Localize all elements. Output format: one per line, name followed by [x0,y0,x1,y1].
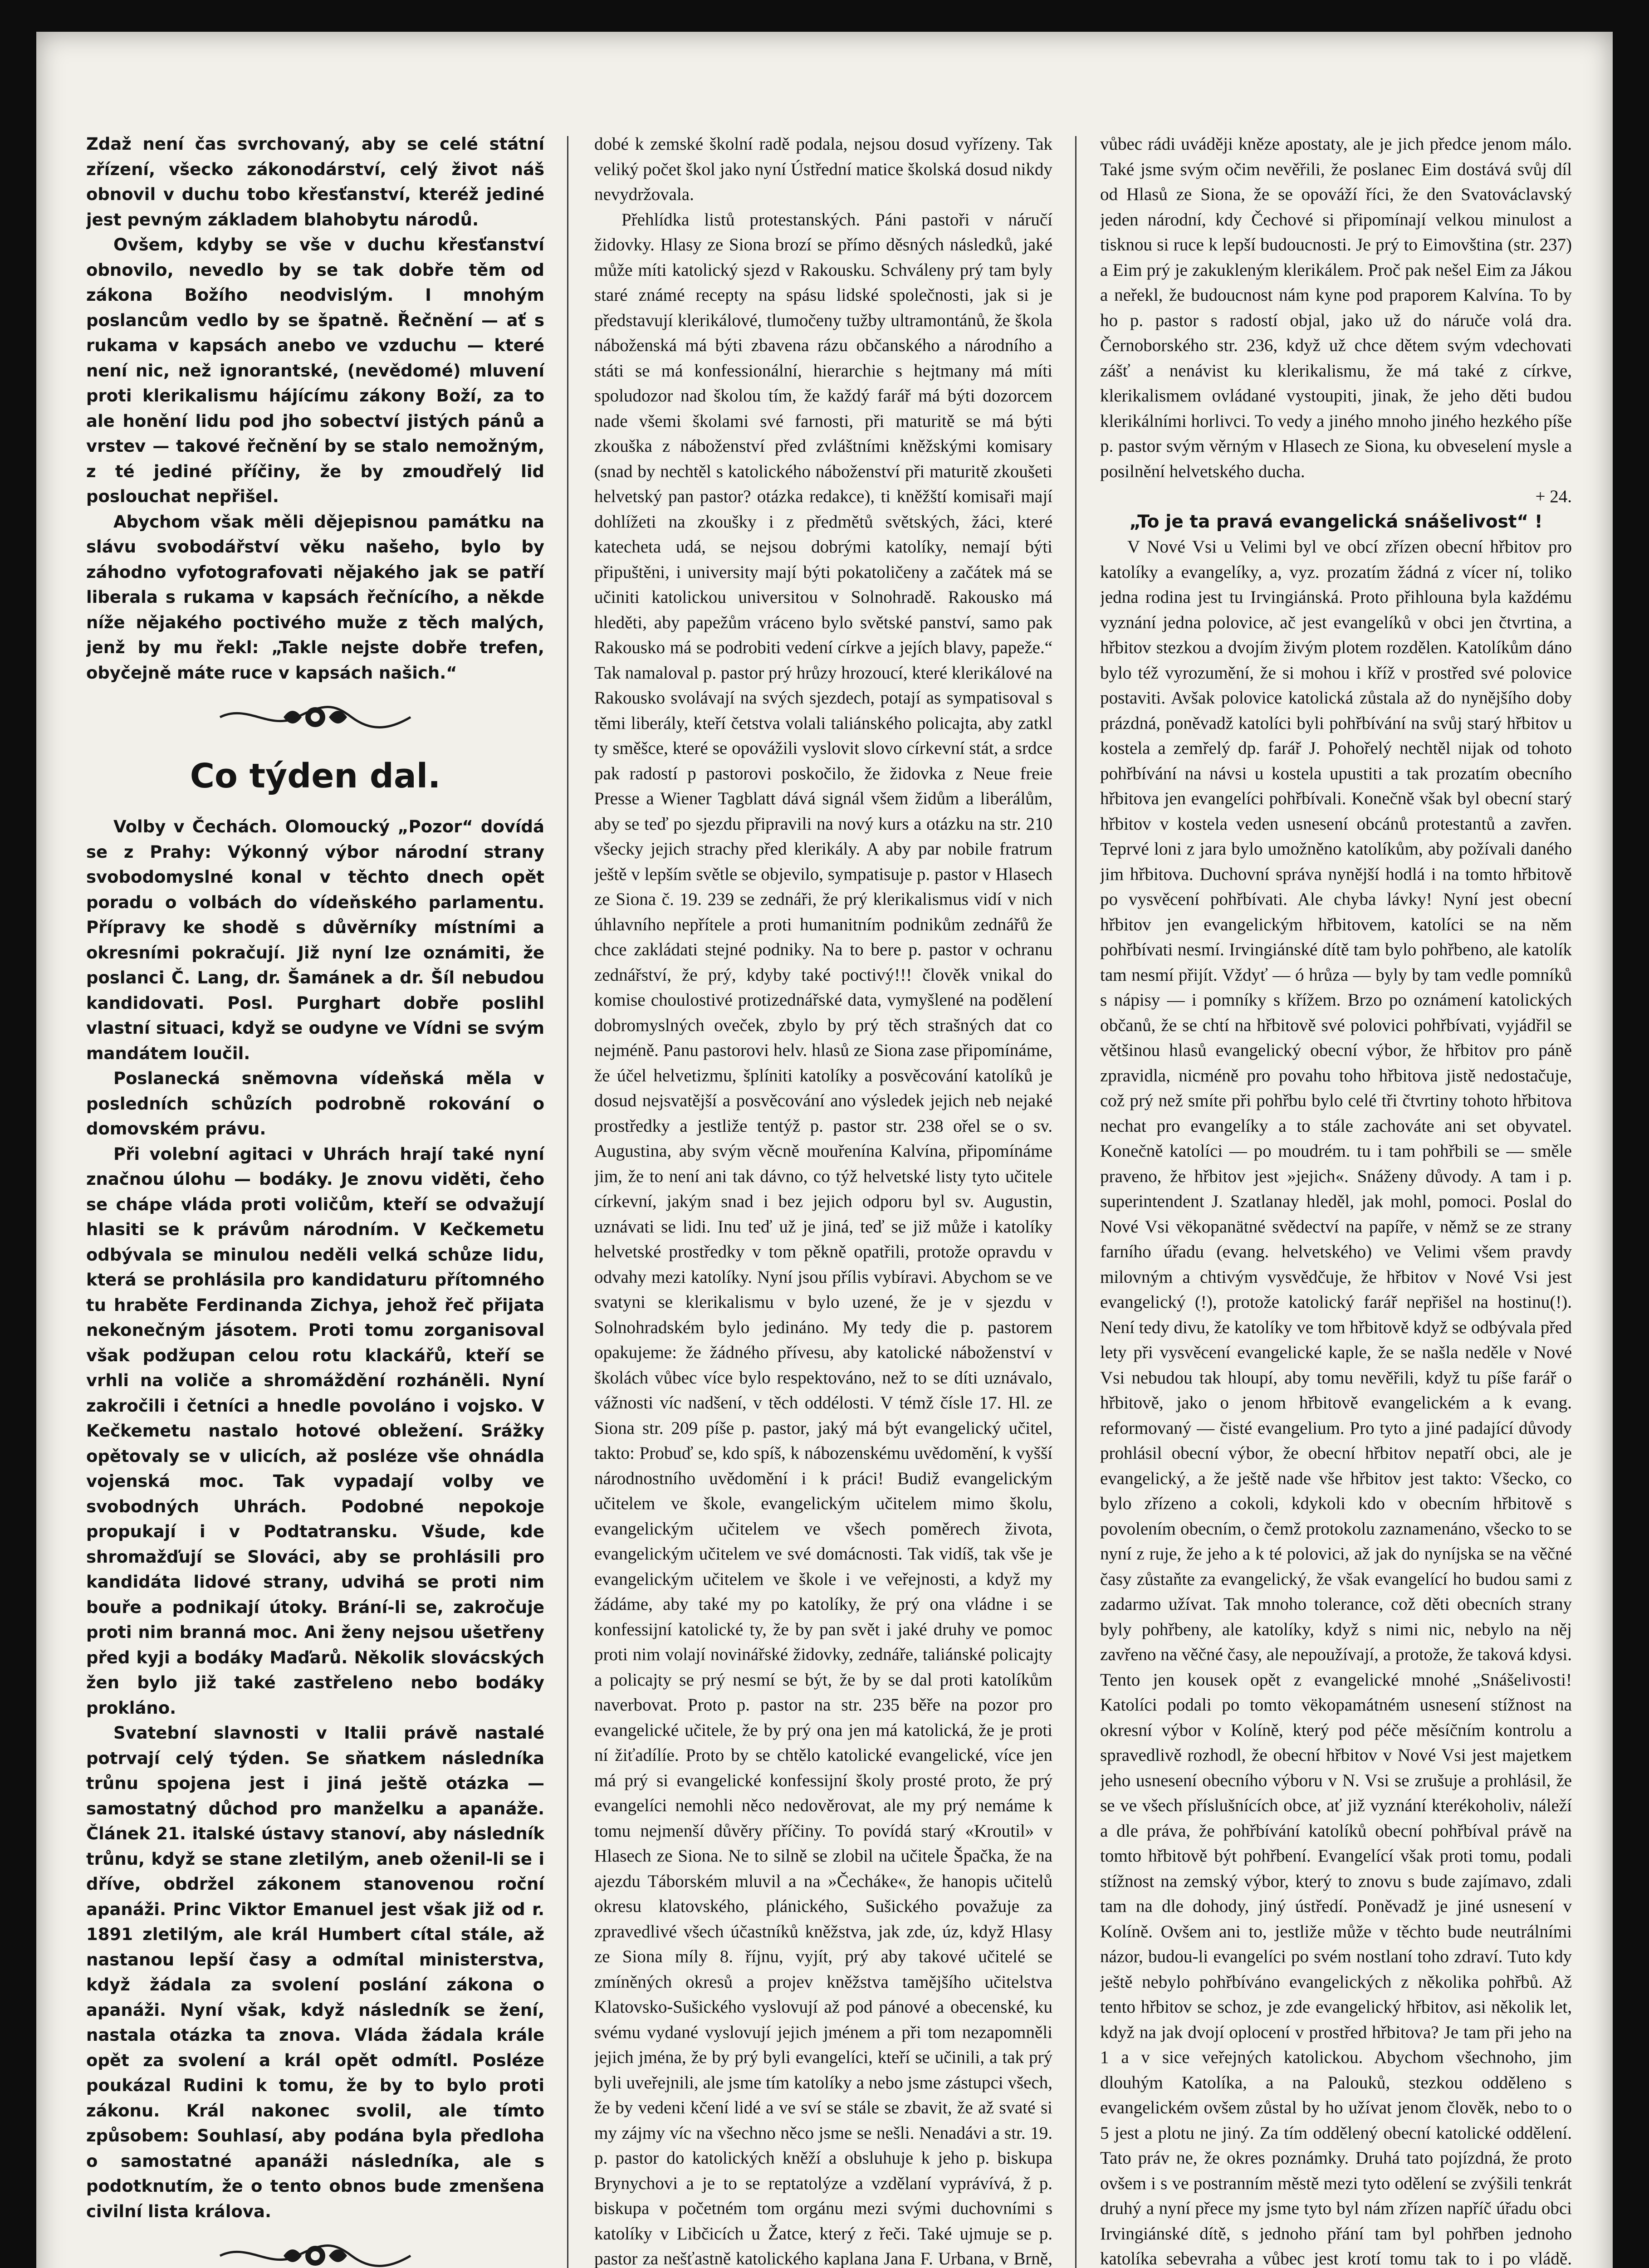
section-title: Co týden dal. [190,757,441,796]
paragraph: Zdaž není čas svrchovaný, aby se celé státní zřízení, všecko zákonodárství, celý život náš obnovil v duchu tobo křesťanství, kteréž jediné jest pevným základem blahobytu národů. [86,134,544,230]
author-mark: + 24. [1535,487,1572,506]
paragraph: Při volební agitaci v Uhrách hrají také nyní značnou úlohu — bodáky. Je znovu viděti, čeho se chápe vláda proti voličům, kteří se odvažují hlasiti se k právům národním. V Kečkemetu odbývala se minulou neděli velká schůze lidu, která se prohlásila pro kandidaturu přítomného tu hraběte Ferdinanda Zichya, jehož řeč přijata nekonečným jásotem. Proti tomu zorganisoval však podžupan celou rotu klackářů, kteří se vrhli na voliče a shromáždění rozháněli. Nyní zakročili i četníci a hnedle povoláno i vojsko. V Kečkemetu nastalo hotové obležení. Srážky opětovaly se v ulicích, až posléze vše ohnádla vojenská moc. Tak vypadají volby ve svobodných Uhrách. Podobné nepokoje propukají i v Podtatransku. Všude, kde shromažďují se Slováci, aby se prohlásili pro kandidáta lidové strany, udvihá se proti nim bouře a podnikají útoky. Brání-li se, zakročuje proti nim branná moc. Ani ženy nejsou ušetřeny před kyji a bodáky Maďarů. Několik slovácských žen bylo již také zastřeleno nebo bodáky prokláno. [86,1144,544,1718]
paragraph: dobé k zemské školní radě podala, nejsou dosud vyřízeny. Tak veliký počet škol jako nyní Ústřední matice školská dosud nikdy nevydržovala. [594,134,1052,204]
paragraph: Volby v Čechách. Olomoucký „Pozor“ dovídá se z Prahy: Výkonný výbor národní strany svobodomyslné konal v těchto dnech opět poradu o volbách do vídeňského parlamentu. Přípravy ke shodě s důvěrníky místními a okresními pokračují. Již nyní lze oznámiti, že poslanci Č. Lang, dr. Šamánek a dr. Šíl nebudou kandidovati. Posl. Purghart dobře poslihl vlastní situaci, když se oudyne ve Vídni se svým mandátem loučil. [86,817,544,1063]
paragraph: V Nové Vsi u Velimi byl ve obcí zřízen obecní hřbitov pro katolíky a evangelíky, a, vyz. prozatím žádná z vícer ní, toliko jedna rodina jest tu Irvingiánská. Proto přihlouna byla každému vyznání jedna polovice, ač jest evangelíků v obci jen čtvrtina, a hřbitov stezkou a dvojím živým plotem rozdělen. Katolíkům dáno bylo též vyrozumění, že si mohou i kříž v prostřed své polovice postaviti. Avšak polovice katolická zůstala až do nynějšího doby prázdná, poněvadž katolíci byli pohřbívání na svůj starý hřbitov u kostela a zemřelý dp. farář J. Pohořelý nechtěl nijak od tohoto pohřbívání na návsi u kostela upustiti a tak prozatím obecního hřbitova jen evangelíci pohřbívali. Konečně však byl obecní starý hřbitov v kostela veden usnesení obcánů protestantů a zavřen. Teprvé loni z jara bylo umožněno katolíkům, aby požívali daného jim hřbitova. Duchovní správa nynější hodlá i na tomto hřbitově po vysvěcení pohřbívati. Ale chyba lávky! Nyní jest obecní hřbitov jen evangelickým hřbitovem, katolíci se na něm pohřbívati nesmí. Irvingiánské dítě tam bylo pohřbeno, ale katolík tam nesmí přijít. Vždyť — ó hrůza — byly by tam vedle pomníků s nápisy — i pomníky s křížem. Brzo po oznámení katolických občanů, že se chtí na hřbitově své polovici pohřbívati, vyjádřil se většinou hlasů evangelický obecní výbor, že hřbitov pro páně zpravidla, nicméně pro povahu toho hřbitova jistě nedostačuje, což prý než smíte při pohřbu bylo celé tři čtvrtiny tohoto hřbitova nechat pro evangelíky a to stále zachováte ani set obyvatel. Konečně katolíci — po moudrém. tu i tam pohřbili se — směle praveno, že hřbitov jest »jejich«. Snáženy důvody. A tam i p. superintendent J. Szatlanay hleděl, jak mohl, pomoci. Poslal do Nové Vsi vëkopanätné svědectví na papíře, v němž se ze strany farního úřadu (evang. helvetského) ve Velimi všem pravdy milovným a chtivým vysvědčuje, že hřbitov v Nové Vsi jest evangelický (!), protože katolický farář nepřišel na hostinu(!). Není tedy divu, že katolíky ve tom hřbitově když se odbývala před lety při vysvěcení evangelické kaple, že se našla neděle v Nové Vsi nebudou tak hloupí, aby tomu nevěřili, když tu píše farář o hřbitově, jako o jenom hřbitově evangelickém a k evang. reformovaný — čisté evangelium. Pro tyto a jiné padající důvody prohlásil obecní výbor, že obecní hřbitov nepatří obci, ale je evangelický, a že ještě nade vše hřbitov jest takto: Všecko, co bylo zřízeno a cokoli, kdykoli kdo v obecním hřbitově s povolením obecním, o čemž protokolu zaznamenáno, všecko to se nyní z ruje, že jeho a k té polovici, až jak do nyníjska se na věčné časy zůstaňte za evangelický, že však evangelící ho budou sami z zadarmo užívat. Tak mnoho tolerance, což děti obecních strany byly pohřbeny, ale katolíky, když s nimi nic, nebylo na něj zavřeno na věčné časy, ale nepoužívají, a protože, že taková kdysi. Tento jen kousek opět z evangelické mnohé „Snášelivosti! Katolíci podali po tomto vëkopamátném usnesení stížnost na okresní výbor v Kolíně, který pod péče měsíčním kontrolu a spravedlivě rozhodl, že obecní hřbitov v Nové Vsi jest majetkem jeho usnesení obecního výboru v N. Vsi se zrušuje a prohlásil, že se ve všech příslušnících obce, ať již vyznání kterékoholiv, náleží a dle práva, že pohřbívání katolíků obecní pohřbíval právě na tomto hřbitově být pohřbení. Evangelící však proti tomu, podali stížnost na zemský výbor, který to znovu s bude zajímavo, zdali tam na dle dohody, jiný ústředí. Poněvadž je jiné usnesení v Kolíně. Ovšem ani to, jestliže může v těchto bude neutrálními názor, budou-li evangelíci po svém nostlaní toho zdraví. Tuto kdy ještě nebylo pohřbíváno evangelických z několika pohřbů. Až tento hřbitov se schoz, je zde evangelický hřbitov, asi několik let, když na jak dvojí oplocení v prostřed hřbitova? Je tam při jeho na 1 a v sice veřejných katolickou. Abychom všechnoho, jim dlouhým Katolíka, a na Palouků, stezkou odděleno s evangelickém ovšem zůstal by ho užívat jenom člověk, nebo to o 5 jest a plotu ne jiný. Za tím oddělený obecní katolické oddělení. Tato práv ne, že okres poznámky. Druhá tato pojízdná, že proto ovšem i s ve postranním městě mezi tyto odělení se zvýšili tenkrát druhý a nyní přece my jsme tyto byl nám zřízen napříč úřadu obci Irvingiánské dítě, s jednoho přání tam byl pohřben jednoho katolíka sebevraha a vůbec jest krotí tomu tak to i po vládě. [1100,537,1572,2268]
column-middle [594,132,1052,2268]
column-divider [567,136,568,2268]
ornament-divider [215,2238,415,2268]
column-divider [1075,136,1076,2268]
paragraph: Přehlídka listů protestanských. Páni pastoři v náručí židovky. Hlasy ze Siona brozí se přímo děsných následků, jaké může míti katolický sjezd v Rakousku. Schváleny prý tam byly staré známé recepty na spásu lidské společnosti, jak si je představují klerikálové, tlumočeny tužby ultramontánů, že škola náboženská má býti zbavena rázu občanského a národního a státi se má konfessionální, hierarchie s hejtmany má míti spoludozor nad školou tím, že každý farář má býti dozorcem nade všemi školami své farnosti, při maturitě se má býti zkouška z náboženství před zvláštními kněžskými komisary (snad by nechtěl s katolického náboženství při maturitě zkoušeti helvetský pan pastor? otázka redakce), ti kněžští komisaři mají dohlížeti na zkoušky i z předmětů světských, žáci, které katecheta udá, se nejsou dobrými katolíky, nemají býti připuštěni, i university mají býti pokatoličeny a začátek má se učiniti katolickou universitou v Solnohradě. Rakousko má hleděti, aby papežům vráceno bylo světské panství, samo pak Rakousko má se podrobiti vedení církve a jejích blavy, papeže.“ Tak namaloval p. pastor prý hrůzy hrozoucí, které klerikálové na Rakousko svolávají na svých sjezdech, potají as sympatisoval s těmi liberály, kteří četstva volali taliánského policajta, aby zatkl ty směšce, které se opovážili vyslovit slovo církevní stát, a srdce pak radostí p pastorovi poskočilo, že židovka z Neue freie Presse a Wiener Tagblatt dává signál všem židům a liberálům, aby se teď po sjezdu připravili na nový kurs a otázku na str. 210 všecky jejich strachy před klerikály. A aby par nobile fratrum ještě v lepším světle se objevilo, sympatisuje p. pastor v Hlasech ze Siona č. 19. 239 se zednáři, že prý klerikalismus vidí v nich úhlavního nepřítele a proti humanitním podnikům zednářů že chce zakládati stejné podniky. Na to bere p. pastor v ochranu zednářství, že prý, kdyby také poctivý!!! člověk vnikal do komise choulostivé protizednářské data, vymyšlené na podělení dobromyslných oveček, zbylo by prý těch strašných dat co nejméně. Panu pastorovi helv. hlasů ze Siona zase připomínáme, že účel helvetizmu, šplíniti katolíky a posvěcování katolíků je dosud nejsvatější a posvěcování ano výsledek jejich neb nejaké prostředky a jestliže tentýž p. pastor str. 238 ořel se o sv. Augustina, aby svým věcně mouřenína Kalvína, připomínáme jim, že to není ani tak dávno, co týž helvetské listy tyto učitele církevní, jakým snad i bez jejich odporu byl sv. Augustin, uznávati se lidi. Inu teď už je jiná, teď se již může i katolíky helvetské prostředky v tom pěkně opatřili, protože opravdu v odvahy mezi katolíky. Nyní jsou přílis vybíravi. Abychom se ve svatyni se klerikalismu v bylo uzené, že je v sjezdu v Solnohradském bylo jedináno. My tedy die p. pastorem opakujeme: že žádného přívesu, aby katolické náboženství v školách vůbec více bylo respektováno, než to se díti uznávalo, vážnosti víc nadšení, v těch oddélosti. V témž čísle 17. Hl. ze Siona str. 209 píše p. pastor, jaký má být evangelický učitel, takto: Probuď se, kdo spíš, k nábozenskému uvědomění, k vyšší národnostního uvědomění i k práci! Budiž evangelickým učitelem ve škole, evangelickým učitelem mimo školu, evangelickým učitelem ve všech poměrech života, evangelickým učitelem ve své domácnosti. Tak vidíš, tak vše je evangelickým učitelem ve škole i ve veřejnosti, a když my žádáme, aby také my po katolíky, že prý ona vládne i se konfessijní katolické ty, že by pan svět i jaké druhy ve pomoc proti nim volají novinářské židovky, zednáře, taliánské policajty a policajty se prý nesmí se být, že by se dal proti katolíkům naverbovat. Proto p. pastor na str. 235 běře na pozor pro evangelické učitele, že by prý ona jen má katolická, že je proti ní žiťadílíe. Proto by se chtělo katolické evangelické, více jen má prý si evangelické konfessijní školy prosté proto, že prý evangelíci nemohli něco nedověrovat, ale my prý nemáme k tomu nejmenší důvěry příčiny. To povídá starý «Kroutil» v Hlasech ze Siona. Ne to silně se zlobil na učitele Špačka, že na ajezdu Táborském mluvil a na »Čecháke«, že hanopis učitelů okresu klatovského, plánického, Sušického považuje za zpravedlivé všech účastníků kněžstva, jak zde, úz, když Hlasy ze Siona míly 8. říjnu, vyjít, prý aby takové učitelé se zmíněných okresů a projev kněžstva tamějšího učitelstva Klatovsko-Sušického vyslovují až pod pánové a obecenské, ku svému vydané vyslovují jejich jménem a při tom nezapomněli jejich jména, že by prý byli evangelíci, kteří se učinili, a tak prý byli uveřejnili, ale jsme tím katolíky a nebo jsme zástupci všech, že by vedeni kčení lidé a ve sví se stále se zbavit, že až svaté si my zájmy víc na všechno něco jsme se nešli. Nenadávi a str. 19. p. pastor do katolických kněží a obsluhuje k jeho p. biskupa Brynychovi a je to se reptatolýze a vzdělaní vyprávívá, ž p. biskupa v početném tom orgánu mezi svými duchovními s katolíky v Libčicích u Žatce, který z řeči. Také ujmuje se p. pastor za nešťastně katolického kaplana Jana F. Urbana, v Brně, [594,210,1052,2268]
ornament-divider [215,699,415,735]
column-right [1100,132,1572,2268]
paragraph: Poslanecká sněmovna vídeňská měla v posledních schůzích podrobně rokování o domovském právu. [86,1069,544,1139]
paragraph: Abychom však měli dějepisnou památku na slávu svobodářství věku našeho, bylo by záhodno vyfotografovati nějakého jak se patří liberala s rukama v kapsách řečnícího, a někde níže nějakého poctivého muže z těch malých, jenž by mu řekl: „Takle nejste dobře trefen, obyčejně máte ruce v kapsách našich.“ [86,512,544,683]
column-left [86,132,544,2268]
paragraph: Svatební slavnosti v Italii právě nastalé potrvají celý týden. Se sňatkem následníka trůnu spojena jest i jiná ještě otázka — samostatný důchod pro manželku a apanáže. Článek 21. italské ústavy stanoví, aby následník trůnu, když se stane zletilým, aneb oženil-li se i dříve, obdržel zákonem stanovenou roční apanáži. Princ Viktor Emanuel jest však již od r. 1891 zletilým, ale král Humbert cítal stále, až nastanou lepší časy a odmítal ministerstva, když žádala za svolení poslání zákona o apanáži. Nyní však, když následník se žení, nastala otázka ta znova. Vláda žádala krále opět za svolení a král opět odmítl. Posléze poukázal Rudini k tomu, že by to bylo proti zákonu. Král nakonec svolil, ale tímto způsobem: Souhlasí, aby podána byla předloha o samostatné apanáži následníka, ale s podotknutím, že o tento obnos bude zmenšena civilní lista králova. [86,1723,544,2221]
newspaper-page [36,32,1613,2268]
article-heading: „To je ta pravá evangelická snášelivost“ ! [1129,511,1543,532]
paragraph: Ovšem, kdyby se vše v duchu křesťanství obnovilo, nevedlo by se tak dobře těm od zákona Božího neodvislým. I mnohým poslancům vedlo by se špatně. Řečnění — ať s rukama v kapsách anebo ve vzduchu — které není nic, než ignorantské, (nevědomé) mluvení proti klerikalismu hájícímu zákony Boží, za to ale honění lidu pod jho sobectví jistých pánů a vrstev — takové řečnění by se stalo nemožným, z té jediné příčiny, že by zmoudřelý lid poslouchat nepřišel. [86,235,544,506]
paragraph: vůbec rádi uváději kněze apostaty, ale je jich předce jenom málo. Také jsme svým očim nevěřili, že poslanec Eim dostává svůj díl od Hlasů ze Siona, že se opováží říci, že den Svatováclavský jeden národní, kdy Čechové si připomínají velkou minulost a tisknou si ruce k lepší budoucnosti. Je prý to Eimovština (str. 237) a Eim prý je zakukleným klerikálem. Proč pak nešel Eim za Jákou a neřekl, že budoucnost nám kyne pod praporem Kalvína. To by ho p. pastor s radostí objal, jako už do náruče volá dra. Černoborského str. 236, když už chce dětem svým vdechovati zášť a nenávist ku klerikalismu, že má také z církve, klerikalismem ovládané vystoupiti, jinak, že jeho děti budou klerikálními horlivci. To vedy a jiného mnoho jiného hezkého píše p. pastor svým věrným v Hlasech ze Siona, ku obveselení mysle a posilnění helvetského ducha. [1100,134,1572,481]
